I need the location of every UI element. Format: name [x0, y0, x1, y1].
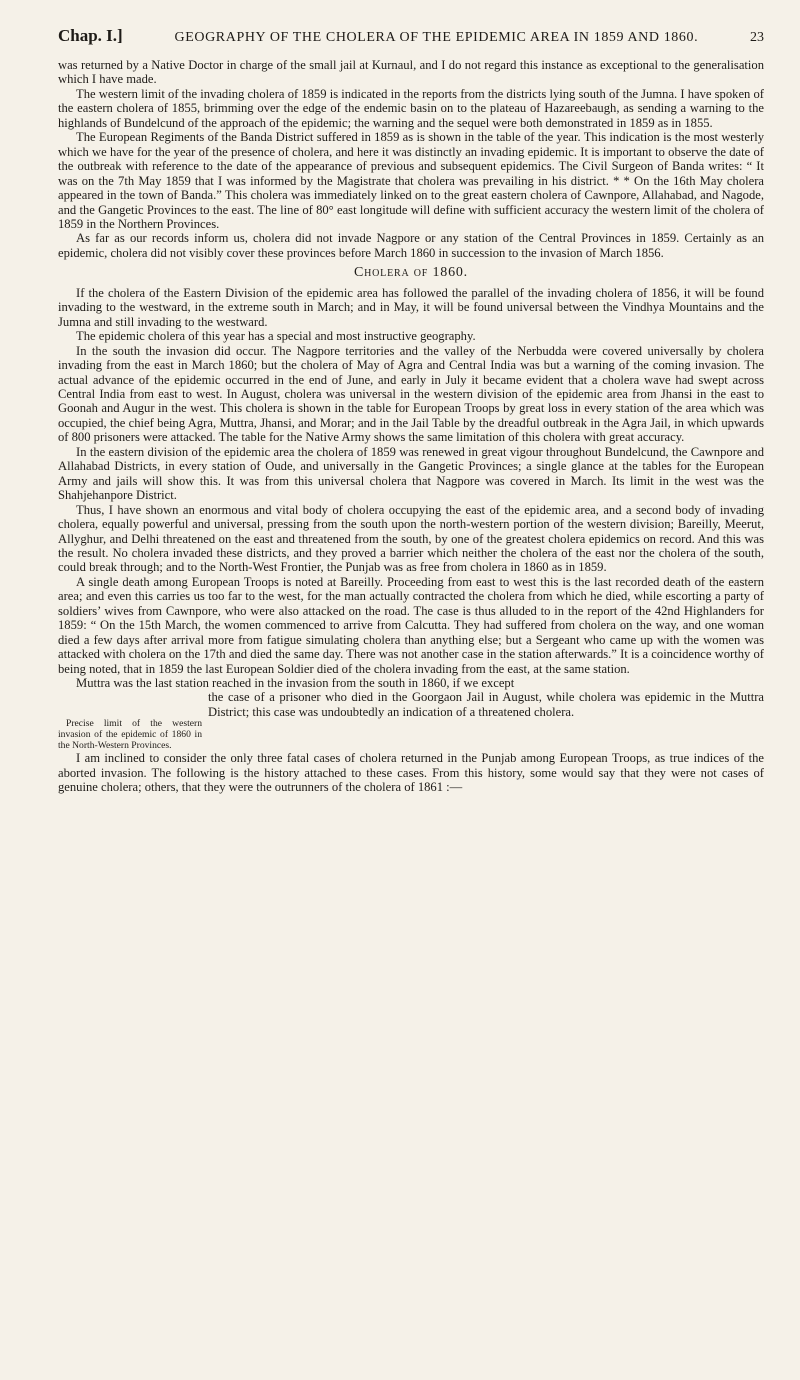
running-head	[58, 26, 764, 46]
paragraph: A single death among European Troops is noted at Bareilly. Proceeding from east to west this is the last recorded death of the eastern area; and even this carries us too far to the west, for the man actually contracted the cholera from which he died, while escorting a party of soldiers’ wives from Cawnpore, who were also attacked on the road. The case is thus alluded to in the report of the 42nd Highlanders for 1859: “ On the 15th March, the women commenced to arrive from Calcutta. They had suffered from cholera on the way, and one woman died a few days after arrival more from fatigue simulating cholera than anything else; but a Sergeant who came up with the women was attacked with cholera on the 17th and died the same day. There was not another case in the station afterwards.” It is a coincidence worthy of being noted, that in 1859 the last European Soldier died of the cholera invading from the east, at the same station.	[58, 574, 764, 676]
paragraph: As far as our records inform us, cholera did not invade Nagpore or any station of the Central Provinces in 1859. Certainly as an epidemic, cholera did not visibly cover these provinces before March 1860 in succession to the invasion of March 1856.	[58, 231, 764, 260]
paragraph-with-sidenote	[58, 690, 764, 751]
paragraph: In the south the invasion did occur. The Nagpore territories and the valley of the Nerbudda were covered universally by cholera invading from the east in March 1860; but the cholera of May of Agra and Central India was but a warning of the coming invasion. The actual advance of the epidemic occurred in the end of June, and early in July it became evident that a cholera wave had swept across Central India from east to west. In August, cholera was universal in the western division of the epidemic area from Jhansi in the east to Goonah and Augur in the west. This cholera is shown in the table for European Troops by great loss in every station of the area which was occupied, the chief being Agra, Muttra, Jhansi, and Morar; and in the Jail Table by the dreadful outbreak in the Agra Jail, in which upwards of 800 prisoners were attacked. The table for the Native Army shows the same limitation of this cholera with great accuracy.	[58, 343, 764, 445]
body-text	[58, 58, 764, 795]
paragraph: The epidemic cholera of this year has a special and most instructive geography.	[76, 329, 476, 344]
paragraph: The western limit of the invading cholera of 1859 is indicated in the reports from the districts lying south of the Jumna. I have spoken of the eastern cholera of 1855, brimming over the edge of the endemic basin on to the plateau of Hazareebaugh, as sending a warning to the highlands of Bundelcund of the approach of the epidemic; the warning and the sequel were both demonstrated in 1859 as in 1855.	[58, 86, 764, 130]
page-number: 23	[750, 30, 764, 45]
chapter-label: Chap. I.]	[58, 26, 123, 45]
margin-note: Precise limit of the western invasion of the epidemic of 1860 in the North-Western Provinces.	[58, 718, 202, 752]
paragraph: I am inclined to consider the only three fatal cases of cholera returned in the Punjab among European Troops, as true indices of the aborted invasion. The following is the history attached to these cases. From this history, some would say that they were not cases of genuine cholera; others, that they were the outrunners of the cholera of 1861 :—	[58, 751, 764, 795]
section-heading: Cholera of 1860.	[354, 265, 468, 281]
paragraph: If the cholera of the Eastern Division of the epidemic area has followed the parallel of the invading cholera of 1856, it will be found invading to the westward, in the extreme south in March; and in May, it will be found universal between the Vindhya Mountains and the Jumna and still invading to the westward.	[58, 285, 764, 329]
running-title: GEOGRAPHY OF THE CHOLERA OF THE EPIDEMIC AREA IN 1859 AND 1860.	[174, 30, 699, 45]
paragraph: The European Regiments of the Banda District suffered in 1859 as is shown in the table of the year. This indication is the most westerly which we have for the year of the presence of cholera, and here it was distinctly an invading epidemic. It is important to observe the date of the outbreak with reference to the date of the appearance of previous and subsequent epidemics. The Civil Surgeon of Banda writes: “ It was on the 7th May 1859 that I was informed by the Magistrate that cholera was prevailing in his district. * * On the 16th May cholera appeared in the town of Banda.” This cholera was immediately linked on to the great eastern cholera of Cawnpore, Allahabad, and Nagode, and the Gangetic Provinces to the east. The line of 80° east longitude will define with sufficient accuracy the western limit of the cholera of 1859 in the Northern Provinces.	[58, 130, 764, 231]
paragraph: was returned by a Native Doctor in charge of the small jail at Kurnaul, and I do not regard this instance as exceptional to the generalisation which I have made.	[58, 58, 764, 87]
paragraph: Thus, I have shown an enormous and vital body of cholera occupying the east of the epidemic area, and a second body of invading cholera, equally powerful and universal, pressing from the south upon the north-western portion of the western division; Bareilly, Meerut, Allyghur, and Delhi threatened on the east and threatened from the south, by one of the greatest cholera epidemics on record. And this was the result. No cholera invaded these districts, and they proved a barrier which neither the cholera of the east nor the cholera of the south, could break through; and to the North-West Frontier, the Punjab was as free from cholera in 1860 as in 1859.	[58, 502, 764, 575]
paragraph: In the eastern division of the epidemic area the cholera of 1859 was renewed in great vigour throughout Bundelcund, the Cawnpore and Allahabad Districts, in every station of Oude, and universally in the Gangetic Provinces; a single glance at the tables for the European Army and jails will show this. It was from this universal cholera that Nagpore was covered in March. Its limit in the west was the Shahjehanpore District.	[58, 444, 764, 503]
paragraph-muttra-lead: Muttra was the last station reached in the invasion from the south in 1860, if we except	[76, 676, 515, 691]
paragraph-muttra-rest: the case of a prisoner who died in the Goorgaon Jail in August, while cholera was epidemic in the Muttra District; this case was undoubtedly an indication of a threatened cholera.	[208, 690, 764, 719]
